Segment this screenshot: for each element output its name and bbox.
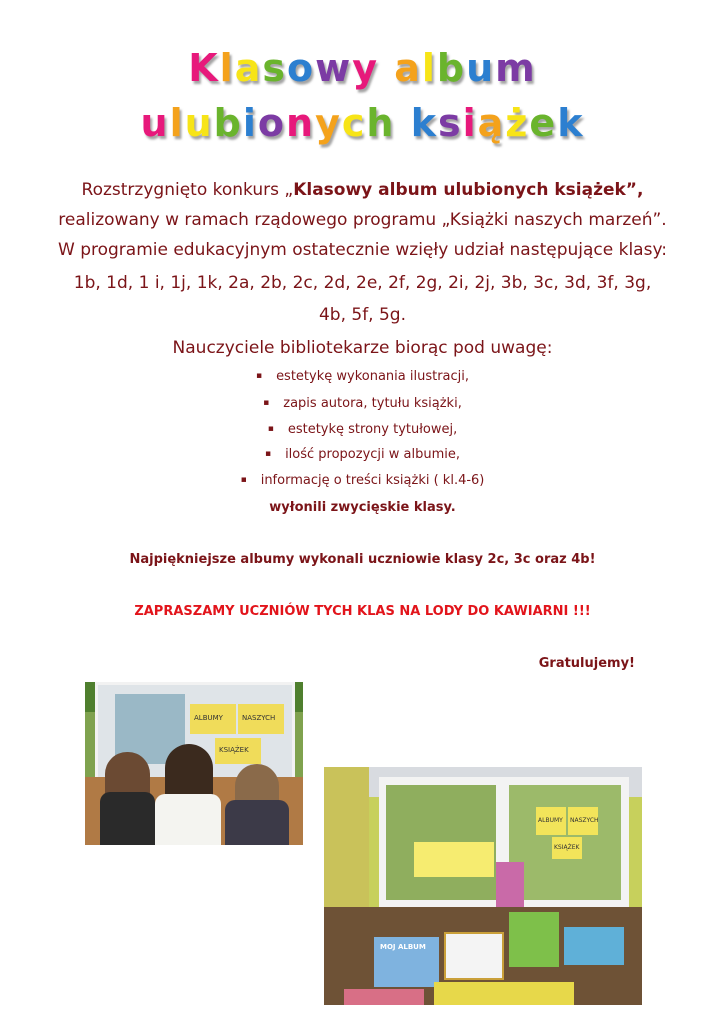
intro-prefix: Rozstrzygnięto konkurs „	[81, 180, 294, 200]
sign-ksiazek	[215, 738, 261, 764]
criteria-item-text: zapis autora, tytułu książki,	[283, 396, 462, 411]
bullet-icon: ▪	[264, 449, 272, 459]
intro-line-1	[0, 180, 725, 200]
bullet-icon: ▪	[240, 475, 247, 485]
title-line-1	[0, 46, 725, 90]
title-letter: a	[234, 46, 263, 90]
sign-text: KSIĄŻEK	[219, 746, 249, 754]
criteria-item-text: informację o treści książki ( kl.4-6)	[260, 473, 485, 488]
criteria-item-text: estetykę wykonania ilustracji,	[276, 369, 470, 384]
title-letter: i	[242, 101, 258, 145]
sign-text: NASZYCH	[570, 817, 599, 824]
criteria-item-text: estetykę strony tytułowej,	[287, 422, 458, 437]
title-letter: e	[529, 101, 558, 145]
title-letter: n	[286, 101, 316, 145]
sign-naszych	[568, 807, 598, 835]
sign-text: NASZYCH	[242, 714, 276, 722]
album-label: MOJ ALBUM	[380, 943, 426, 951]
title-letter: h	[366, 101, 396, 145]
title-letter	[395, 101, 410, 145]
title-letter: l	[219, 46, 235, 90]
criteria-item	[0, 473, 725, 488]
title-letter: l	[169, 101, 185, 145]
result-text: wyłonili zwycięskie klasy.	[269, 500, 456, 515]
title-letter: K	[188, 46, 220, 90]
photo-albums-on-sill	[324, 767, 642, 1005]
criteria-item	[0, 447, 725, 462]
criteria-item	[0, 396, 725, 411]
title-letter: m	[495, 46, 537, 90]
criteria-intro: Nauczyciele bibliotekarze biorąc pod uwagę:	[172, 338, 553, 358]
sign-text: ALBUMY	[538, 817, 563, 824]
title-letter: u	[466, 46, 496, 90]
title-letter: i	[462, 101, 478, 145]
sign-albumy	[536, 807, 566, 835]
title-letter: k	[557, 101, 585, 145]
bullet-icon: ▪	[255, 371, 263, 381]
sign-ksiazek	[552, 837, 582, 859]
title-letter: c	[341, 101, 367, 145]
intro-line-3: W programie edukacyjnym ostatecznie wzięły udział następujące klasy:	[57, 240, 668, 260]
classes-line-1: 1b, 1d, 1 i, 1j, 1k, 2a, 2b, 2c, 2d, 2e, 2f, 2g, 2i, 2j, 3b, 3c, 3d, 3f, 3g,	[73, 273, 652, 293]
invitation-text: ZAPRASZAMY UCZNIÓW TYCH KLAS NA LODY DO KAWIARNI !!!	[134, 604, 591, 619]
title-letter: b	[213, 101, 243, 145]
title-line-2	[0, 101, 725, 145]
criteria-item	[0, 422, 725, 437]
bullet-icon: ▪	[263, 398, 270, 408]
album-moj	[374, 937, 439, 987]
bullet-icon: ▪	[267, 424, 274, 434]
congrats-text: Gratulujemy!	[538, 656, 635, 671]
title-letter: b	[436, 46, 467, 90]
title-letter: a	[394, 46, 422, 90]
title-letter: w	[315, 46, 353, 90]
title-letter: s	[262, 46, 287, 90]
title-letter: o	[286, 46, 316, 90]
sign-albumy	[190, 704, 236, 734]
photo-children-at-window	[85, 682, 303, 845]
title-letter: s	[437, 101, 463, 145]
sign-text: KSIĄŻEK	[554, 844, 580, 851]
title-letter: ż	[505, 101, 530, 145]
title-letter: k	[410, 101, 438, 145]
classes-line-2: 4b, 5f, 5g.	[318, 305, 407, 325]
winners-text: Najpiękniejsze albumy wykonali uczniowie klasy 2c, 3c oraz 4b!	[129, 552, 596, 567]
title-letter: y	[315, 101, 342, 145]
sign-text: ALBUMY	[194, 714, 223, 722]
title-letter: l	[421, 46, 437, 90]
title-letter	[379, 46, 394, 90]
title-letter: o	[257, 101, 287, 145]
title-letter: u	[140, 101, 170, 145]
title-letter: u	[184, 101, 214, 145]
intro-line-2: realizowany w ramach rządowego programu „Książki naszych marzeń”.	[58, 210, 667, 230]
criteria-item	[0, 369, 725, 384]
title-letter: ą	[477, 101, 506, 145]
criteria-item-text: ilość propozycji w albumie,	[285, 447, 461, 462]
contest-name: Klasowy album ulubionych książek”,	[293, 180, 644, 200]
sign-naszych	[238, 704, 284, 734]
title-letter: y	[352, 46, 379, 90]
